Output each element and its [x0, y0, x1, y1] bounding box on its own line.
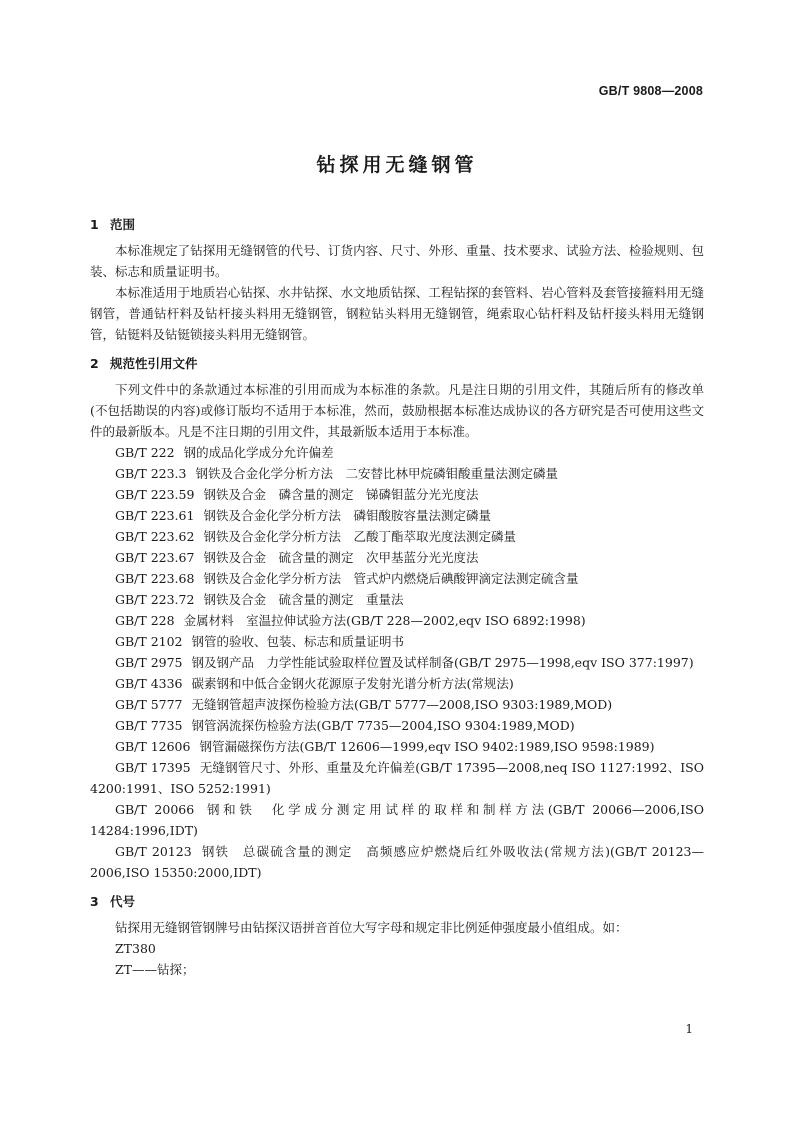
section-heading-scope	[90, 214, 704, 235]
section-title: 规范性引用文件	[110, 356, 198, 371]
section-title: 范围	[110, 217, 136, 232]
reference-item	[90, 526, 704, 547]
reference-code: GB/T 5777	[115, 697, 183, 712]
reference-item	[90, 484, 704, 505]
reference-code: GB/T 12606	[115, 739, 191, 754]
reference-title: 金属材料 室温拉伸试验方法(GB/T 228—2002,eqv ISO 6892:1998)	[183, 613, 586, 628]
reference-code: GB/T 17395	[115, 760, 191, 775]
reference-title: 钢铁 总碳硫含量的测定 高频感应炉燃烧后红外吸收法(常规方法)(GB/T 20123—2006,ISO 15350:2000,IDT)	[90, 844, 704, 880]
reference-item	[90, 547, 704, 568]
reference-title: 钢管的验收、包装、标志和质量证明书	[191, 634, 405, 649]
reference-item	[90, 799, 704, 841]
reference-code: GB/T 222	[115, 445, 175, 460]
reference-title: 钢铁及合金化学分析方法 管式炉内燃烧后碘酸钾滴定法测定硫含量	[203, 571, 579, 586]
reference-code: GB/T 223.62	[115, 529, 195, 544]
reference-item	[90, 631, 704, 652]
reference-code: GB/T 20123	[115, 844, 192, 859]
reference-item	[90, 757, 704, 799]
paragraph: 本标准规定了钻探用无缝钢管的代号、订货内容、尺寸、外形、重量、技术要求、试验方法、检验规则、包装、标志和质量证明书。	[90, 243, 704, 279]
section-title: 代号	[110, 894, 136, 909]
document-title: 钻探用无缝钢管	[316, 154, 478, 176]
reference-code: GB/T 223.68	[115, 571, 195, 586]
page-number: 1	[685, 1022, 693, 1036]
section-number: 1	[90, 217, 99, 232]
reference-item	[90, 568, 704, 589]
reference-title: 钢铁及合金 硫含量的测定 次甲基蓝分光光度法	[203, 550, 479, 565]
reference-title: 碳素钢和中低合金钢火花源原子发射光谱分析方法(常规法)	[191, 676, 514, 691]
section-heading-references	[90, 353, 704, 374]
reference-item	[90, 652, 704, 673]
paragraph: 钻探用无缝钢管钢牌号由钻探汉语拼音首位大写字母和规定非比例延伸强度最小值组成。如：	[115, 920, 628, 935]
reference-item	[90, 694, 704, 715]
reference-title: 钢铁及合金化学分析方法 乙酸丁酯萃取光度法测定磷量	[203, 529, 516, 544]
paragraph: 下列文件中的条款通过本标准的引用而成为本标准的条款。凡是注日期的引用文件，其随后所有的修改单(不包括勘误的内容)或修订版均不适用于本标准，然而，鼓励根据本标准达成协议的各方研究是否可使用这些文件的最新版本。凡是不注日期的引用文件，其最新版本适用于本标准。	[90, 382, 704, 439]
reference-code: GB/T 20066	[115, 802, 195, 817]
reference-code: GB/T 2102	[115, 634, 183, 649]
reference-code: GB/T 223.61	[115, 508, 195, 523]
reference-code: GB/T 228	[115, 613, 175, 628]
designation-definition: ZT——钻探；	[115, 962, 195, 977]
reference-title: 钢铁及合金 磷含量的测定 锑磷钼蓝分光光度法	[203, 487, 479, 502]
reference-title: 钢和铁 化学成分测定用试样的取样和制样方法(GB/T 20066—2006,ISO 14284:1996,IDT)	[90, 802, 704, 838]
section-number: 2	[90, 356, 99, 371]
reference-item	[90, 505, 704, 526]
reference-code: GB/T 223.67	[115, 550, 195, 565]
reference-list	[90, 442, 704, 883]
reference-title: 无缝钢管尺寸、外形、重量及允许偏差(GB/T 17395—2008,neq ISO 1127:1992、ISO 4200:1991、ISO 5252:1991)	[90, 760, 704, 796]
reference-item	[90, 715, 704, 736]
reference-item	[90, 673, 704, 694]
section-heading-designation	[90, 891, 704, 912]
reference-title: 钢及钢产品 力学性能试验取样位置及试样制备(GB/T 2975—1998,eqv ISO 377:1997)	[191, 655, 694, 670]
standard-code: GB/T 9808—2008	[598, 84, 703, 98]
reference-title: 钢的成品化学成分允许偏差	[183, 445, 334, 460]
reference-code: GB/T 2975	[115, 655, 183, 670]
reference-item	[90, 589, 704, 610]
section-number: 3	[90, 894, 99, 909]
document-body	[90, 214, 704, 980]
reference-item	[90, 442, 704, 463]
reference-title: 钢管涡流探伤检验方法(GB/T 7735—2004,ISO 9304:1989,MOD)	[191, 718, 575, 733]
reference-code: GB/T 223.3	[115, 466, 187, 481]
reference-title: 钢铁及合金化学分析方法 磷钼酸胺容量法测定磷量	[203, 508, 491, 523]
designation-example: ZT380	[115, 941, 156, 956]
reference-item	[90, 463, 704, 484]
reference-code: GB/T 223.59	[115, 487, 195, 502]
reference-item	[90, 841, 704, 883]
reference-item	[90, 610, 704, 631]
reference-title: 钢管漏磁探伤方法(GB/T 12606—1999,eqv ISO 9402:1989,ISO 9598:1989)	[199, 739, 655, 754]
reference-title: 无缝钢管超声波探伤检验方法(GB/T 5777—2008,ISO 9303:1989,MOD)	[191, 697, 613, 712]
reference-title: 钢铁及合金化学分析方法 二安替比林甲烷磷钼酸重量法测定磷量	[195, 466, 558, 481]
reference-title: 钢铁及合金 硫含量的测定 重量法	[203, 592, 404, 607]
reference-code: GB/T 4336	[115, 676, 183, 691]
reference-code: GB/T 223.72	[115, 592, 195, 607]
paragraph: 本标准适用于地质岩心钻探、水井钻探、水文地质钻探、工程钻探的套管料、岩心管料及套管接箍料用无缝钢管，普通钻杆料及钻杆接头料用无缝钢管，钢粒钻头料用无缝钢管，绳索取心钻杆料及钻杆接头料用无缝钢管，钻铤料及钻铤锁接头料用无缝钢管。	[90, 285, 704, 342]
reference-item	[90, 736, 704, 757]
reference-code: GB/T 7735	[115, 718, 183, 733]
